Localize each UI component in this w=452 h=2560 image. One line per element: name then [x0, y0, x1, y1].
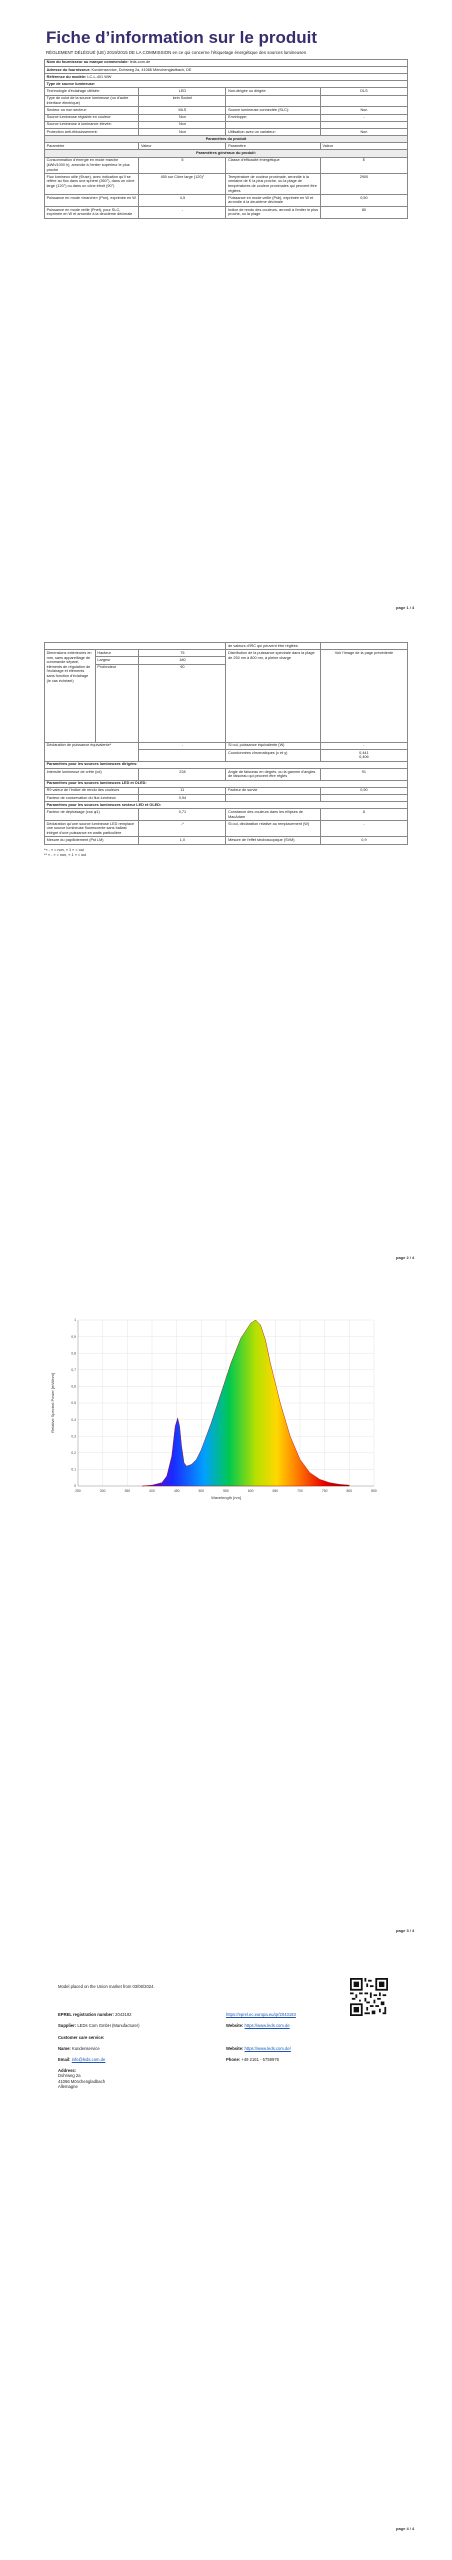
qr-code-icon — [350, 1978, 388, 2016]
dimensions-label: Dimensions extérieures en mm, sans appareillage de commande séparé, éléments de régulation de l'éclairage et éléments sans fonction d'éclairage (le cas échéant) — [45, 650, 96, 742]
customer-care-heading: Customer care service: — [58, 2034, 105, 2040]
led-header: Paramètres pour les sources lumineuses LED et OLED: — [45, 780, 408, 787]
y-tick-label: 0,8 — [71, 1351, 76, 1356]
x-tick-label: 400 — [149, 1489, 155, 1493]
directional-header: Paramètres pour les sources lumineuses dirigées: — [45, 761, 408, 768]
page-3 — [44, 1290, 408, 1810]
eprel-info: EPREL registration number: 2043192 https://eprel.ec.europa.eu/qr/2043193 Supplier: LEDs Com GmbH (Manufacturer) Website: https://www.leds.com.de Customer care service: Name: Kundenservice Website: https://www.leds.com.de/ Email: info@leds.com.de Phone: +49 2161 - 5759976 Address: Dohrweg 2a 41066 Mönchengladbach Allemagne — [58, 2009, 394, 2092]
x-tick-label: 800 — [346, 1489, 353, 1493]
general-params-header: Paramètres généraux du produit: — [45, 150, 408, 157]
type-header: Type de source lumineuse: — [45, 81, 408, 88]
care-name: Kundenservice — [71, 2045, 100, 2051]
page-4 — [44, 1958, 408, 2478]
params-header: Paramètres du produit — [45, 136, 408, 143]
y-ticks — [71, 1318, 76, 1488]
x-tick-label: 600 — [247, 1489, 254, 1493]
mains-led-header: Paramètres pour les sources lumineuses secteur LED et OLED: — [45, 802, 408, 809]
care-phone: +49 2161 - 5759976 — [241, 2057, 279, 2063]
y-tick-label: 0,1 — [71, 1467, 76, 1472]
address-line-3: Allemagne — [58, 2083, 78, 2089]
address-row: Adresse du fournisseur: Kundenservice, Dohrweg 2a, 41066 Mönchengladbach, DE — [45, 66, 408, 73]
x-tick-label: 350 — [124, 1489, 131, 1493]
supplier-row: Nom du fournisseur ou marque commerciale: leds.com.de — [45, 59, 408, 66]
y-tick-label: 0,2 — [71, 1451, 76, 1455]
x-tick-label: 700 — [297, 1489, 303, 1493]
x-tick-label: 250 — [75, 1489, 81, 1493]
footnote-2: ** « - » = non, « 1 » = oui — [44, 852, 87, 857]
y-tick-label: 0 — [74, 1484, 76, 1489]
supplier-name: LEDs Com GmbH (Manufacturer) — [77, 2023, 140, 2029]
address-line-1: Dohrweg 2a — [58, 2073, 81, 2079]
model-row: Référence du modèle: LC-L-401 WW — [45, 73, 408, 80]
page-number-4: page 4 / 4 — [396, 2526, 415, 2531]
x-tick-label: 850 — [371, 1489, 377, 1493]
x-axis-label: Wavelength [nm] — [211, 1495, 241, 1500]
y-axis-label: Relative Spectral Power [mW/nm] — [50, 1373, 55, 1433]
page-number-2: page 2 / 4 — [396, 1255, 415, 1260]
sheet-title: Fiche d’information sur le produit — [46, 28, 318, 47]
y-tick-label: 0,3 — [71, 1434, 76, 1439]
x-tick-label: 550 — [223, 1489, 229, 1493]
x-tick-label: 500 — [198, 1489, 205, 1493]
y-tick-label: 1 — [74, 1318, 76, 1323]
page-2 — [44, 642, 408, 1262]
product-info-table-continued: de valeurs d'IRC qui peuvent être réglées Dimensions extérieures en mm, sans appareillage de commande séparé, éléments de régulation de l'éclairage et éléments sans fonction d'éclairage (le cas échéant) Hauteur 75 Distribution de la puissance spectrale dans la plage de 250 nm à 800 nm, à pleine charge Voir l'image de la page précédente Largeur 180 Profondeur 90 Déclaration de puissance équivalente* - Si oui, puissance équivalente (W) - Coordonnées chromatiques (x et y) 0,441 0,406 Paramètres pour les sources lumineuses dirigées: Intensité lumineuse de crête (cd) 228 Angle de faisceau en degrés, ou la gamme d'angles de faisceau qui peuvent être réglés 91 Paramètres pour les sources lumineuses LED et OLED: R9 valeur de l'indice de rendu des couleurs 11 Facteur de survie 0,90 Facteur de conservation du flux lumineux 0,94 Paramètres pour les sources lumineuses secteur LED et OLED: Facteur de déphasage (cos φ1) 0,71 Constance des couleurs dans les ellipses de MacAdam 6 Déclaration qu'une source lumineuse LED remplace une source lumineuse fluorescente sans ballast intégré d'une puissance en watts particulière -* Si oui, déclaration relative au remplacement (W) - Mesure du papillotement (Pst LM) 1,0 Mesure de l'effet stroboscopique (SVM) 0,9 — [44, 642, 408, 845]
x-tick-label: 750 — [321, 1489, 328, 1493]
placed-on-market: Model placed on the Union market from 03/06/2024. — [58, 1984, 155, 1989]
eprel-number: 2043192 — [115, 2012, 132, 2018]
address-line-2: 41066 Mönchengladbach — [58, 2078, 106, 2084]
supplier-website-link[interactable]: https://www.leds.com.de — [244, 2023, 290, 2029]
x-tick-label: 300 — [99, 1489, 106, 1493]
page-1 — [44, 24, 408, 584]
y-tick-label: 0,7 — [71, 1368, 76, 1372]
page-number-1: page 1 / 4 — [396, 605, 415, 610]
x-tick-label: 650 — [272, 1489, 279, 1493]
spectral-power-chart — [44, 1306, 408, 1506]
x-tick-label: 450 — [173, 1489, 180, 1493]
y-tick-label: 0,6 — [71, 1384, 76, 1389]
page-number-3: page 3 / 4 — [396, 1928, 415, 1933]
product-info-table: Nom du fournisseur ou marque commerciale: leds.com.de Adresse du fournisseur: Kundenservice, Dohrweg 2a, 41066 Mönchengladbach, DE Référence du modèle: LC-L-401 WW Type de source lumineuse: Technologie d'éclairage utilisée: LED Non-dirigée ou dirigée: DLS Type de culot de la source lumineuse (ou d'autre interface électrique) kein Sockel Secteur ou non secteur: MLS Source lumineuse connectée (SLC): Non Source lumineuse réglable en couleur: Non Enveloppe: - Source lumineuse à luminance élevée: Non Protection anti-éblouissement: Non Utilisation avec un variateur: Non Paramètres du produit Paramètre Valeur Paramètre Valeur Paramètres généraux du produit: Consommation d'énergie en mode marche (kWh/1000 h), arrondie à l'entier supérieur le plus proche 5 Classe d'efficacité énergétique E Flux lumineux utile (Φuse), avec indication qu'il se réfère au flux dans une sphère (360°), dans un cône large (120°) ou dans un cône étroit (90°) 450 sur Cône large (120)° Température de couleur proximale, arrondie à la centaine de K la plus proche, ou la plage de températures de couleur proximales qui peuvent être réglées 2900 Puissance en mode «marche» (Pon), exprimée en W 4,5 Puissance en mode veille (Psb), exprimée en W et arrondie à la deuxième décimale 0,50 Puissance en mode veille (Pnet), pour SLC, exprimée en W et arrondie à la deuxième décimale - Indice de rendu des couleurs, arrondi à l'entier le plus proche, ou la plage 80 — [44, 59, 408, 219]
x-ticks — [75, 1489, 377, 1493]
y-tick-label: 0,4 — [71, 1417, 76, 1422]
care-website-link[interactable]: https://www.leds.com.de/ — [244, 2045, 291, 2051]
eprel-link[interactable]: https://eprel.ec.europa.eu/qr/2043193 — [226, 2012, 296, 2018]
care-email-link[interactable]: info@leds.com.de — [71, 2057, 106, 2063]
regulation-text: RÈGLEMENT DÉLÉGUÉ (UE) 2019/2015 DE LA COMMISSION en ce qui concerne l’étiquetage énergétique des sources lumineuses — [46, 50, 307, 55]
y-tick-label: 0,5 — [71, 1401, 76, 1406]
footnote-1: *« - » = non, « 1 » = oui — [44, 847, 84, 852]
y-tick-label: 0,9 — [71, 1334, 76, 1339]
